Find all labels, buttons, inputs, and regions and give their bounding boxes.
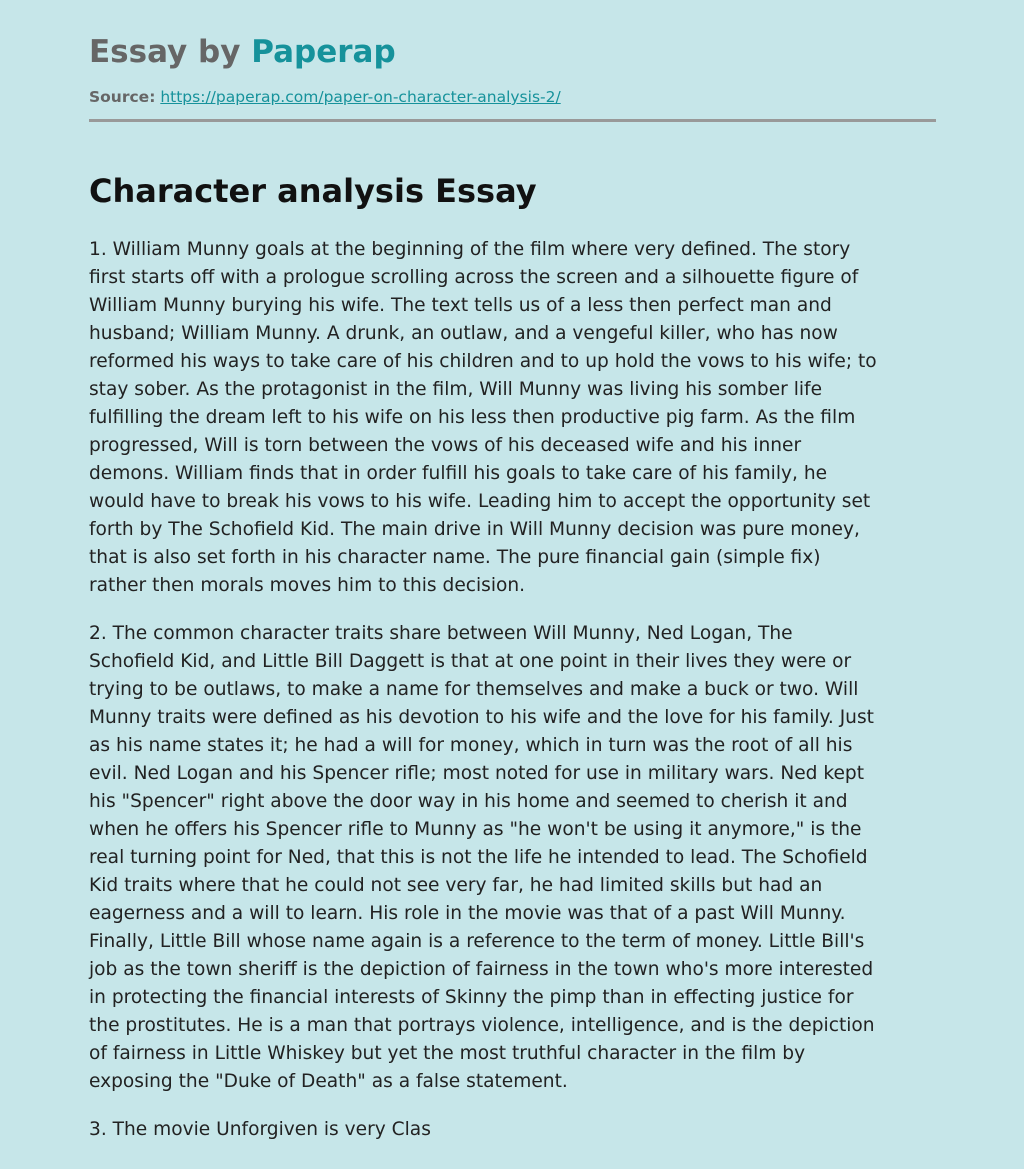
paragraph-line: of fairness in Little Whiskey but yet the most truthful character in the film by — [89, 1043, 806, 1064]
paragraph-line: real turning point for Ned, that this is not the life he intended to lead. The Schofield — [89, 847, 868, 868]
paragraph-line: that is also set forth in his character name. The pure financial gain (simple fix) — [89, 547, 821, 568]
paragraph-line: when he offers his Spencer rifle to Munny as "he won't be using it anymore," is the — [89, 819, 862, 840]
paragraph-line: Schofield Kid, and Little Bill Daggett is that at one point in their lives they were or — [89, 651, 852, 672]
paragraph-2 — [89, 620, 936, 1096]
paragraph-line: trying to be outlaws, to make a name for themselves and make a buck or two. Will — [89, 679, 859, 700]
paragraph-line: fulfilling the dream left to his wife on his less then productive pig farm. As the film — [89, 407, 856, 428]
paragraph-line: Finally, Little Bill whose name again is a reference to the term of money. Little Bill's — [89, 931, 865, 952]
paragraph-line: rather then morals moves him to this decision. — [89, 575, 526, 596]
paragraph-line: demons. William finds that in order fulfill his goals to take care of his family, he — [89, 463, 828, 484]
paragraph-line: progressed, Will is torn between the vows of his deceased wife and his inner — [89, 435, 802, 456]
paragraph-line: eagerness and a will to learn. His role in the movie was that of a past Will Munny. — [89, 903, 846, 924]
paragraph-line: exposing the "Duke of Death" as a false statement. — [89, 1071, 568, 1092]
paragraph-line: as his name states it; he had a will for money, which in turn was the root of all his — [89, 735, 853, 756]
paragraph-line: evil. Ned Logan and his Spencer rifle; most noted for use in military wars. Ned kept — [89, 763, 865, 784]
source-link[interactable]: https://paperap.com/paper-on-character-analysis-2/ — [160, 88, 561, 106]
paragraph-line: first starts off with a prologue scrolling across the screen and a silhouette figure of — [89, 267, 859, 288]
paragraph-line: Kid traits where that he could not see very far, he had limited skills but had an — [89, 875, 823, 896]
paragraph-line: reformed his ways to take care of his children and to up hold the vows to his wife; to — [89, 351, 877, 372]
site-brand — [89, 32, 936, 72]
paragraph-line: stay sober. As the protagonist in the film, Will Munny was living his somber life — [89, 379, 823, 400]
paragraph-line: 1. William Munny goals at the beginning of the film where very defined. The story — [89, 239, 851, 260]
paragraph-line: job as the town sheriff is the depiction of fairness in the town who's more interested — [89, 959, 874, 980]
source-line — [89, 86, 936, 108]
paragraph-1 — [89, 236, 936, 600]
page-title: Character analysis Essay — [89, 172, 537, 210]
source-label: Source: — [89, 88, 156, 106]
paragraph-line: William Munny burying his wife. The text tells us of a less then perfect man and — [89, 295, 832, 316]
article-body — [89, 236, 936, 1144]
paragraph-line: the prostitutes. He is a man that portrays violence, intelligence, and is the depiction — [89, 1015, 875, 1036]
paragraph-line: 3. The movie Unforgiven is very Clas — [89, 1119, 431, 1140]
paragraph-line: husband; William Munny. A drunk, an outlaw, and a vengeful killer, who has now — [89, 323, 838, 344]
paragraph-line: in protecting the financial interests of Skinny the pimp than in effecting justice for — [89, 987, 854, 1008]
paragraph-line: 2. The common character traits share between Will Munny, Ned Logan, The — [89, 623, 793, 644]
header-divider — [89, 119, 936, 122]
paragraph-line: forth by The Schofield Kid. The main drive in Will Munny decision was pure money, — [89, 519, 860, 540]
brand-accent[interactable]: Paperap — [251, 34, 396, 70]
page-content — [89, 0, 936, 1144]
paragraph-3 — [89, 1116, 936, 1144]
paragraph-line: Munny traits were defined as his devotion to his wife and the love for his family. Just — [89, 707, 874, 728]
brand-lead: Essay by — [89, 34, 241, 70]
paragraph-line: his "Spencer" right above the door way in his home and seemed to cherish it and — [89, 791, 848, 812]
paragraph-line: would have to break his vows to his wife. Leading him to accept the opportunity set — [89, 491, 871, 512]
